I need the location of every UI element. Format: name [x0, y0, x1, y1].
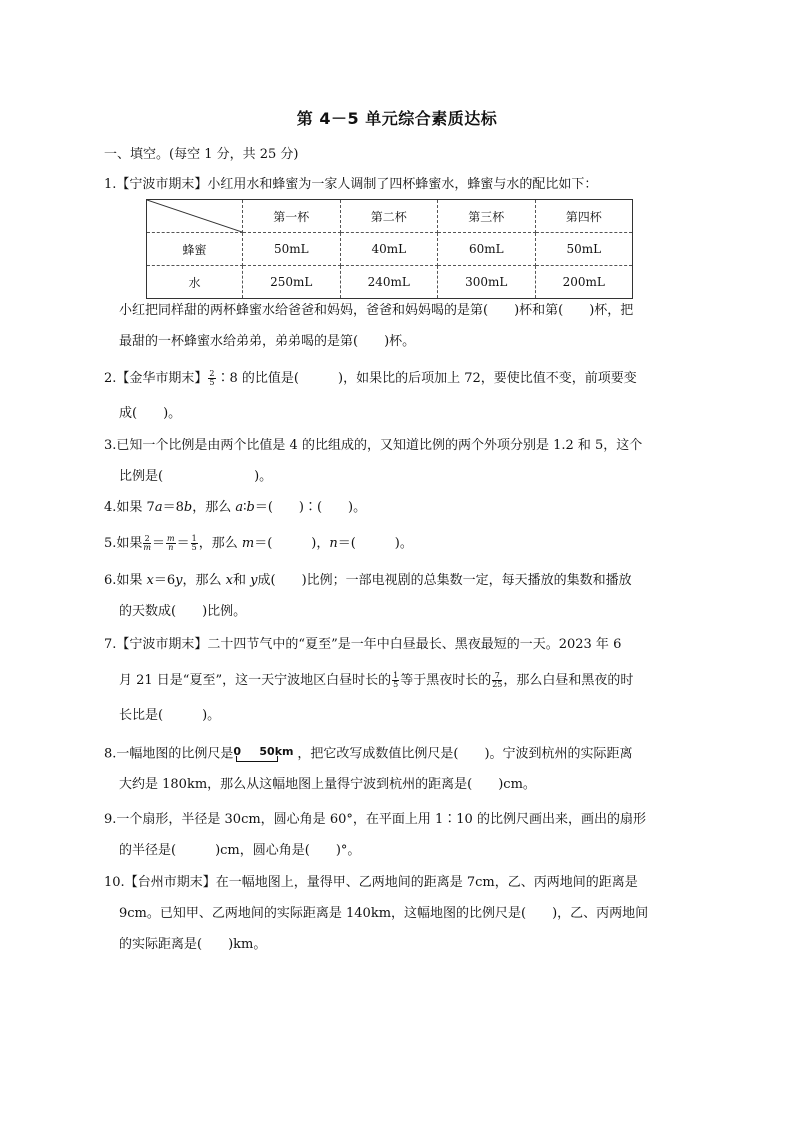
row-label: 蜂蜜	[147, 233, 243, 266]
question-source: 【宁波市期末】	[116, 637, 208, 652]
table-header-cell: 第三杯	[438, 200, 536, 233]
fraction-denominator: n	[168, 543, 174, 552]
question-5	[104, 535, 413, 553]
text-segment: ＝	[176, 536, 190, 551]
fraction	[492, 672, 502, 689]
question-3-line-2: 比例是( )。	[119, 469, 273, 484]
variable-a: a	[154, 500, 163, 515]
question-10	[104, 874, 638, 892]
scale-bar	[233, 745, 297, 763]
fraction-denominator: 5	[209, 378, 215, 387]
text-segment: 月 21 日是“夏至”，这一天宁波地区白昼时长的	[119, 673, 392, 688]
table-row	[147, 266, 633, 299]
scale-bar-line	[236, 756, 278, 762]
variable-y: y	[175, 573, 183, 588]
question-number: 7.	[104, 637, 117, 652]
diagonal-line	[147, 200, 242, 232]
question-7-line-3: 长比是( )。	[119, 708, 221, 723]
table-cell: 50mL	[243, 233, 341, 266]
page-title: 第 4－5 单元综合素质达标	[296, 109, 498, 128]
variable-b: b	[246, 500, 255, 515]
text-segment: ，把它改写成数值比例尺是( )。宁波到杭州的实际距离	[297, 746, 633, 762]
scale-distance-label: 50km	[259, 745, 294, 758]
question-4	[104, 499, 366, 517]
question-1	[104, 176, 597, 194]
fraction	[166, 535, 176, 552]
variable-b: b	[183, 500, 193, 515]
text-segment: ∶	[243, 500, 247, 515]
text-segment: ，那么	[192, 500, 236, 515]
question-text: 二十四节气中的“夏至”是一年中白昼最长、黑夜最短的一天。2023 年 6	[207, 637, 622, 652]
variable-m: m	[241, 536, 255, 551]
text-segment: 成( )比例；一部电视剧的总集数一定，每天播放的集数和播放	[257, 573, 632, 588]
table-header-cell: 第四杯	[535, 200, 633, 233]
fraction-denominator: 5	[191, 543, 197, 552]
table-header-cell: 第二杯	[340, 200, 438, 233]
table-cell: 40mL	[340, 233, 438, 266]
text-segment: ＝6	[153, 573, 176, 588]
table-cell: 60mL	[438, 233, 536, 266]
variable-x: x	[225, 573, 234, 588]
question-3: 3.已知一个比例是由两个比值是 4 的比组成的，又知道比例的两个外项分别是 1.2 和 5，这个	[104, 438, 643, 453]
text-segment: ＝( )，	[254, 536, 330, 551]
scale-zero-label: 0	[233, 745, 242, 758]
variable-x: x	[146, 573, 154, 588]
text-segment: ＝	[152, 536, 166, 551]
text-segment: ，那么	[182, 573, 226, 588]
question-2	[104, 370, 637, 388]
honey-water-table	[146, 199, 633, 299]
question-text: 在一幅地图上，量得甲、乙两地间的距离是 7cm，乙、丙两地间的距离是	[215, 875, 638, 890]
text-segment: 等于黑夜时长的	[400, 673, 492, 688]
question-1-line-3: 最甜的一杯蜂蜜水给弟弟，弟弟喝的是第( )杯。	[119, 334, 416, 349]
question-source: 【宁波市期末】	[116, 177, 208, 192]
fraction	[392, 672, 399, 689]
question-2-line-2: 成( )。	[119, 406, 182, 421]
text-segment: 5.如果	[104, 536, 143, 551]
question-10-line-3: 的实际距离是( )km。	[119, 937, 267, 952]
text-segment: 4.如果 7	[104, 500, 155, 515]
question-number: 10.	[104, 875, 125, 890]
fraction	[208, 370, 215, 387]
text-segment: ，那么白昼和黑夜的时	[503, 673, 634, 688]
fraction-numerator: 1	[191, 534, 197, 543]
question-8-line-2: 大约是 180km，那么从这幅地图上量得宁波到杭州的距离是( )cm。	[119, 777, 536, 792]
fraction-numerator: 2	[209, 369, 215, 378]
question-8	[104, 745, 633, 764]
section-heading: 一、填空。(每空 1 分，共 25 分)	[104, 147, 299, 162]
text-segment: 6.如果	[104, 573, 147, 588]
text-segment: ＝( )∶( )。	[254, 500, 367, 515]
question-10-line-2: 9cm。已知甲、乙两地间的实际距离是 140km，这幅地图的比例尺是( )，乙、丙两地间	[119, 906, 649, 921]
question-1-line-2: 小红把同样甜的两杯蜂蜜水给爸爸和妈妈，爸爸和妈妈喝的是第( )杯和第( )杯，把	[119, 303, 634, 318]
text-segment: 8.一幅地图的比例尺是	[104, 746, 234, 762]
fraction-numerator: 2	[144, 534, 150, 543]
question-7-line-2	[119, 672, 633, 690]
question-9-line-2: 的半径是( )cm，圆心角是( )°。	[119, 843, 361, 858]
question-6	[104, 572, 632, 590]
question-7	[104, 636, 621, 654]
table-cell: 240mL	[340, 266, 438, 299]
question-text: 小红用水和蜂蜜为一家人调制了四杯蜂蜜水，蜂蜜与水的配比如下：	[207, 177, 598, 192]
fraction	[191, 535, 198, 552]
variable-y: y	[250, 573, 258, 588]
fraction-denominator: 5	[393, 680, 399, 689]
table-header-cell: 第一杯	[243, 200, 341, 233]
question-number: 2.	[104, 371, 117, 386]
row-label: 水	[147, 266, 243, 299]
fraction-numerator: m	[167, 534, 175, 543]
question-number: 1.	[104, 177, 117, 192]
text-segment: ＝( )。	[337, 536, 413, 551]
question-source: 【金华市期末】	[116, 371, 208, 386]
text-segment: 和	[233, 573, 251, 588]
table-cell: 300mL	[438, 266, 536, 299]
table-cell: 50mL	[535, 233, 633, 266]
variable-n: n	[329, 536, 338, 551]
fraction-denominator: 25	[492, 680, 503, 689]
fraction-denominator: m	[143, 543, 151, 552]
table-row	[147, 233, 633, 266]
question-text: ∶8 的比值是( )，如果比的后项加上 72，要使比值不变，前项要变	[216, 371, 637, 386]
fraction	[143, 535, 151, 552]
fraction-numerator: 1	[393, 671, 399, 680]
table-cell: 200mL	[535, 266, 633, 299]
table-cell: 250mL	[243, 266, 341, 299]
variable-a: a	[235, 500, 244, 515]
question-9: 9.一个扇形，半径是 30cm，圆心角是 60°，在平面上用 1∶10 的比例尺画出来，画出的扇形	[104, 812, 646, 827]
diagonal-header-cell	[147, 200, 243, 233]
question-6-line-2: 的天数成( )比例。	[119, 604, 247, 619]
table-header-row	[147, 200, 633, 233]
fraction-numerator: 7	[492, 672, 502, 681]
question-source: 【台州市期末】	[124, 875, 216, 890]
text-segment: ，那么	[198, 536, 242, 551]
text-segment: ＝8	[162, 500, 184, 515]
